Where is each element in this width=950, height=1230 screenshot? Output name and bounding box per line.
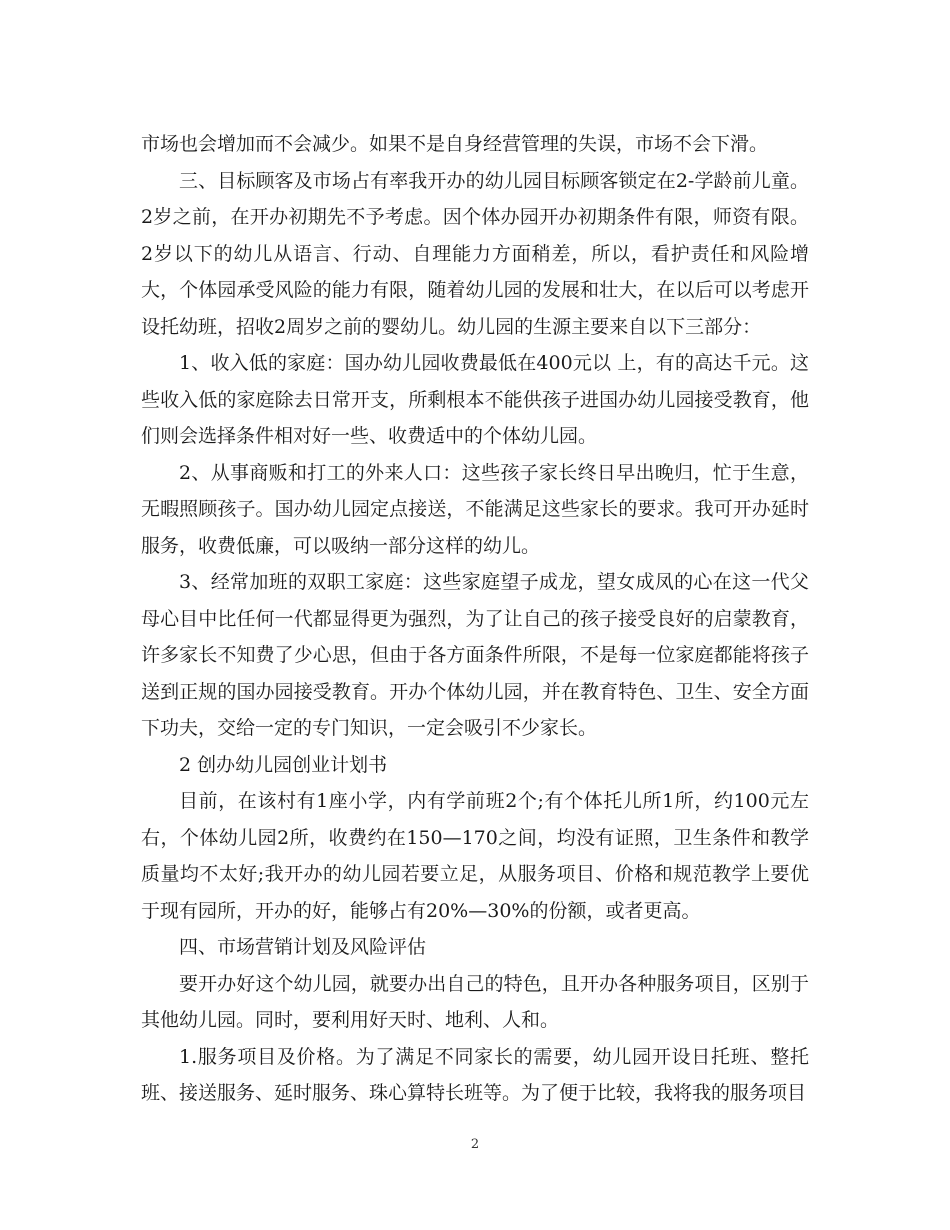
paragraph-4: 2、从事商贩和打工的外来人口：这些孩子家长终日早出晚归，忙于生意，无暇照顾孩子。国办幼儿园定点接送，不能满足这些家长的要求。我可开办延时服务，收费低廉，可以吸纳一部分这样的幼儿。 xyxy=(141,461,809,557)
paragraph-3: 1、收入低的家庭：国办幼儿园收费最低在400元以 上，有的高达千元。这些收入低的家庭除去日常开支，所剩根本不能供孩子进国办幼儿园接受教育，他们则会选择条件相对好一些、收费适中的个体幼儿园。 xyxy=(141,352,809,447)
section-heading: 2 创办幼儿园创业计划书 xyxy=(179,753,388,776)
page-number: 2 xyxy=(470,1137,480,1152)
document-body xyxy=(141,126,809,1112)
paragraph-8: 1.服务项目及价格。为了满足不同家长的需要，幼儿园开设日托班、整托班、接送服务、延时服务、珠心算特长班等。为了便于比较，我将我的服务项目 xyxy=(141,1045,809,1104)
paragraph-1: 市场也会增加而不会减少。如果不是自身经营管理的失误，市场不会下滑。 xyxy=(141,133,769,155)
paragraph-6: 目前，在该村有1座小学，内有学前班2个;有个体托儿所1所，约100元左右，个体幼儿园2所，收费约在150—170之间，均没有证照，卫生条件和教学质量均不太好;我开办的幼儿园若要立足，从服务项目、价格和规范教学上要优于现有园所，开办的好，能够占有20%—30%的份额，或者更高。 xyxy=(141,790,809,922)
paragraph-5: 3、经常加班的双职工家庭：这些家庭望子成龙，望女成凤的心在这一代父母心目中比任何一代都显得更为强烈，为了让自己的孩子接受良好的启蒙教育，许多家长不知费了少心思，但由于各方面条件所限，不是每一位家庭都能将孩子送到正规的国办园接受教育。开办个体幼儿园，并在教育特色、卫生、安全方面下功夫，交给一定的专门知识，一定会吸引不少家长。 xyxy=(141,571,809,739)
paragraph-2: 三、目标顾客及市场占有率我开办的幼儿园目标顾客锁定在2-学龄前儿童。2岁之前，在开办初期先不予考虑。因个体办园开办初期条件有限，师资有限。2岁以下的幼儿从语言、行动、自理能力方面稍差，所以，看护责任和风险增大，个体园承受风险的能力有限，随着幼儿园的发展和壮大，在以后可以考虑开设托幼班，招收2周岁之前的婴幼儿。幼儿园的生源主要来自以下三部分： xyxy=(141,169,809,338)
section-heading-4: 四、市场营销计划及风险评估 xyxy=(179,936,427,958)
paragraph-7: 要开办好这个幼儿园，就要办出自己的特色，且开办各种服务项目，区别于其他幼儿园。同时，要利用好天时、地利、人和。 xyxy=(141,972,809,1031)
